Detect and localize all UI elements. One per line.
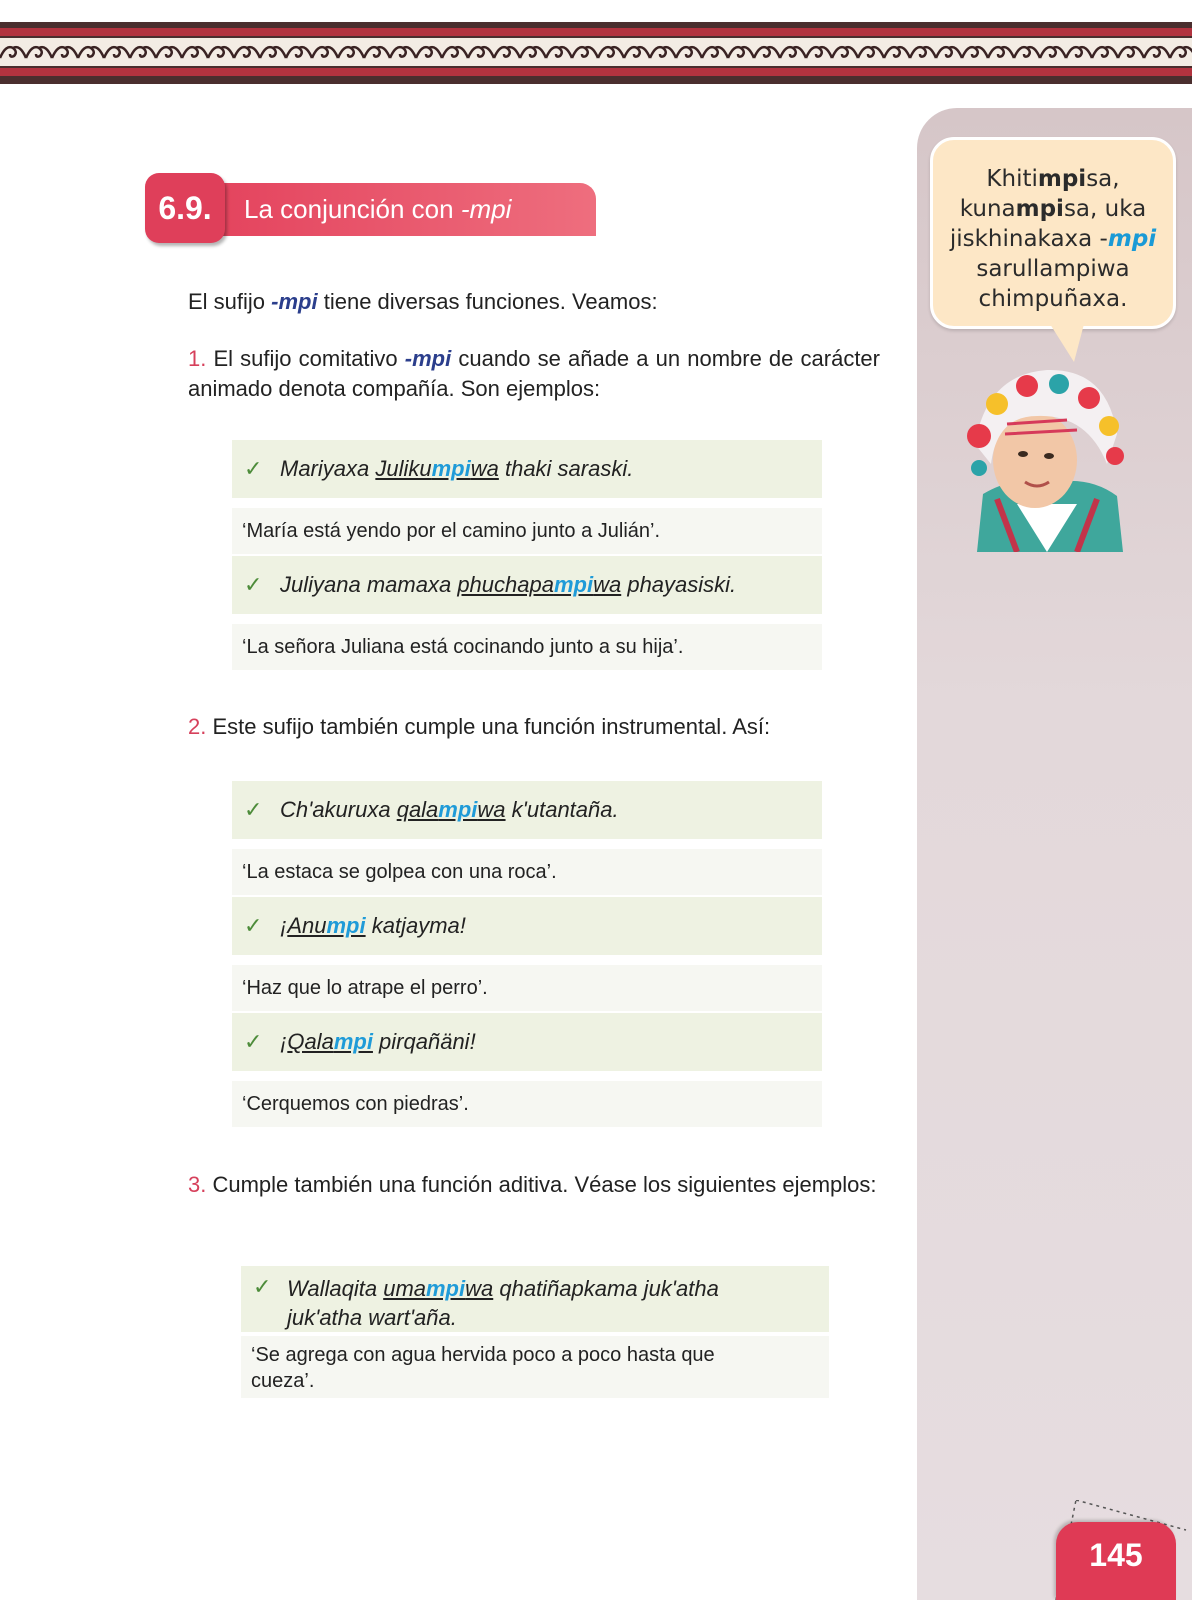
check-icon: ✓ xyxy=(244,1029,263,1054)
page-number: 145 xyxy=(1056,1522,1176,1600)
section-number: 6.9. xyxy=(145,173,225,243)
example-translation: ‘La señora Juliana está cocinando junto a su hija’. xyxy=(232,624,822,670)
check-icon: ✓ xyxy=(244,797,263,822)
example-aymara: ✓ ¡Qalampi pirqañäni! xyxy=(232,1013,822,1071)
example-aymara: ✓ Wallaqita umampiwa qhatiñapkama juk'atha juk'atha wart'aña. xyxy=(241,1266,829,1332)
list-item-2: 2. Este sufijo también cumple una función instrumental. Así: xyxy=(188,714,771,739)
example-aymara: ✓ Ch'akuruxa qalampiwa k'utantaña. xyxy=(232,781,822,839)
section-title: La conjunción con -mpi xyxy=(218,183,596,236)
example-aymara: ✓ ¡Anumpi katjayma! xyxy=(232,897,822,955)
child-portrait-illustration xyxy=(957,364,1135,552)
example-translation: ‘La estaca se golpea con una roca’. xyxy=(232,849,822,895)
speech-bubble-tail xyxy=(1050,324,1084,362)
example-translation: ‘María está yendo por el camino junto a Julián’. xyxy=(232,508,822,554)
list-item-1: 1. El sufijo comitativo -mpi cuando se añade a un nombre de carácter animado denota compañía. Son ejemplos: xyxy=(188,346,880,401)
wave-pattern xyxy=(0,38,1192,66)
intro-paragraph: El sufijo -mpi tiene diversas funciones. Veamos: xyxy=(188,289,658,314)
check-icon: ✓ xyxy=(253,1274,272,1299)
example-translation: ‘Cerquemos con piedras’. xyxy=(232,1081,822,1127)
example-aymara: ✓ Juliyana mamaxa phuchapampiwa phayasiski. xyxy=(232,556,822,614)
decorative-header-band xyxy=(0,22,1192,84)
list-item-3: 3. Cumple también una función aditiva. Véase los siguientes ejemplos: xyxy=(188,1172,877,1197)
example-translation: ‘Haz que lo atrape el perro’. xyxy=(232,965,822,1011)
speech-bubble: Khitimpisa, kunampisa, uka jiskhinakaxa -mpi sarullampiwa chimpuñaxa. xyxy=(930,137,1176,329)
check-icon: ✓ xyxy=(244,572,263,597)
example-aymara: ✓ Mariyaxa Julikumpiwa thaki saraski. xyxy=(232,440,822,498)
example-translation: ‘Se agrega con agua hervida poco a poco hasta que cueza’. xyxy=(241,1336,829,1398)
check-icon: ✓ xyxy=(244,456,263,481)
check-icon: ✓ xyxy=(244,913,263,938)
